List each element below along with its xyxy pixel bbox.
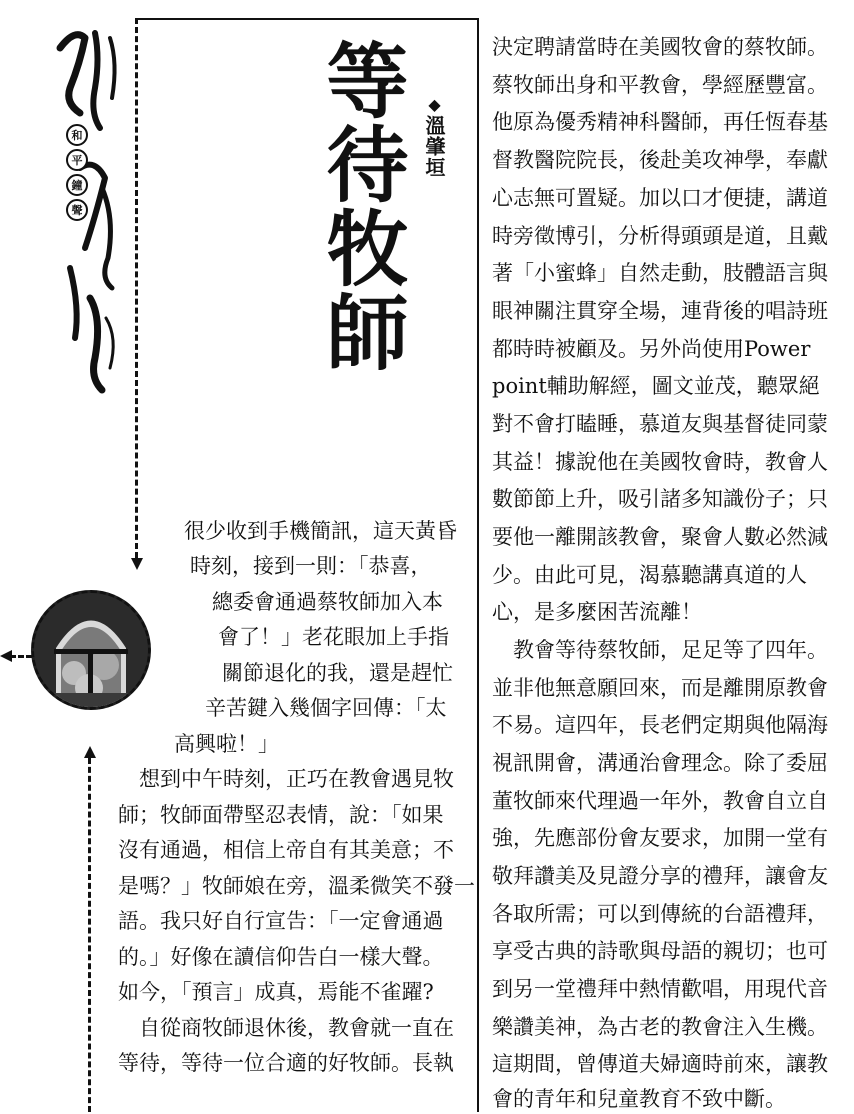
text-line: 強，先應部份會友要求，加開一堂有 bbox=[492, 826, 828, 850]
dashed-guide-left bbox=[10, 655, 32, 658]
seal-char: 鐘 bbox=[66, 174, 88, 196]
text-line: 對不會打瞌睡，慕道友與基督徒同蒙 bbox=[492, 412, 828, 436]
text-line: 樂讚美神，為古老的教會注入生機。 bbox=[492, 1015, 828, 1039]
text-line: 語。我只好自行宣告：「一定會通過 bbox=[118, 909, 444, 933]
text-line: 數節節上升，吸引諸多知識份子；只 bbox=[492, 487, 828, 511]
text-line: 時旁徵博引，分析得頭頭是道，且戴 bbox=[492, 224, 828, 248]
arrow-up-icon bbox=[84, 746, 96, 758]
seal-char: 聲 bbox=[66, 199, 88, 221]
text-line: 等待，等待一位合適的好牧師。長執 bbox=[118, 1051, 454, 1075]
text-line: 享受古典的詩歌與母語的親切；也可 bbox=[492, 939, 828, 963]
text-line: 沒有通過，相信上帝自有其美意；不 bbox=[118, 838, 454, 862]
text-line: 會的青年和兒童教育不致中斷。 bbox=[492, 1087, 786, 1111]
text-line: 會了！」老花眼加上手指 bbox=[218, 625, 449, 649]
text-line: 著「小蜜蜂」自然走動，肢體語言與 bbox=[492, 261, 828, 285]
text-line: 決定聘請當時在美國牧會的蔡牧師。 bbox=[492, 35, 828, 59]
text-line: 少。由此可見，渴慕聽講真道的人 bbox=[492, 563, 807, 587]
seal-char: 平 bbox=[66, 149, 88, 171]
article-title: 等待牧師 bbox=[313, 38, 408, 374]
text-line: 關節退化的我，還是趕忙 bbox=[222, 661, 453, 685]
text-line: 敬拜讚美及見證分享的禮拜，讓會友 bbox=[492, 864, 828, 888]
text-line: 視訊開會，溝通治會理念。除了委屈 bbox=[492, 751, 828, 775]
dashed-guide-top bbox=[135, 18, 138, 558]
text-line: 都時時被顧及。另外尚使用Power bbox=[492, 337, 811, 361]
top-rule bbox=[137, 18, 477, 20]
text-line: 想到中午時刻，正巧在教會遇見牧 bbox=[118, 767, 454, 791]
text-line: 督教醫院院長，後赴美攻神學，奉獻 bbox=[492, 148, 828, 172]
text-line: 眼神關注貫穿全場，連背後的唱詩班 bbox=[492, 299, 828, 323]
dashed-guide-bottom bbox=[88, 758, 91, 1112]
text-line: 要他一離開該教會，聚會人數必然減 bbox=[492, 525, 828, 549]
arrow-down-icon bbox=[131, 558, 143, 570]
text-line: 心志無可置疑。加以口才便捷，講道 bbox=[492, 186, 828, 210]
text-line: 董牧師來代理過一年外，教會自立自 bbox=[492, 789, 828, 813]
text-line: 高興啦！」 bbox=[174, 732, 279, 756]
text-line: 心，是多麼困苦流離！ bbox=[492, 600, 702, 624]
text-line: 不易。這四年，長老們定期與他隔海 bbox=[492, 713, 828, 737]
text-line: 時刻，接到一則：「恭喜， bbox=[190, 554, 432, 578]
church-window-image bbox=[34, 593, 148, 707]
arrow-left-icon bbox=[0, 650, 12, 662]
text-line: 辛苦鍵入幾個字回傳：「太 bbox=[205, 696, 447, 720]
text-line: 師；牧師面帶堅忍表情，說：「如果 bbox=[118, 803, 444, 827]
text-line: 是嗎？」牧師娘在旁，溫柔微笑不發一 bbox=[118, 874, 475, 898]
text-line: 教會等待蔡牧師，足足等了四年。 bbox=[492, 638, 828, 662]
church-window-photo bbox=[31, 590, 151, 710]
text-line: 並非他無意願回來，而是離開原教會 bbox=[492, 676, 828, 700]
text-line: 其益！據說他在美國牧會時，教會人 bbox=[492, 450, 828, 474]
text-line: 這期間，曾傳道夫婦適時前來，讓教 bbox=[492, 1052, 828, 1076]
text-line: 自從商牧師退休後，教會就一直在 bbox=[118, 1016, 454, 1040]
author-byline bbox=[420, 95, 448, 178]
seal-char: 和 bbox=[66, 124, 88, 146]
text-line: 的。」好像在讀信仰告白一樣大聲。 bbox=[118, 945, 444, 969]
column-divider bbox=[477, 18, 479, 1112]
text-line: 到另一堂禮拜中熱情歡唱，用現代音 bbox=[492, 977, 828, 1001]
text-line: 如今，「預言」成真，焉能不雀躍? bbox=[118, 980, 434, 1004]
text-line: 很少收到手機簡訊，這天黃昏 bbox=[184, 519, 457, 543]
text-line: point輔助解經，圖文並茂，聽眾絕 bbox=[492, 374, 820, 398]
text-line: 總委會通過蔡牧師加入本 bbox=[212, 590, 443, 614]
column-seal-stack bbox=[66, 124, 88, 221]
text-line: 他原為優秀精神科醫師，再任恆春基 bbox=[492, 110, 828, 134]
author-name: 溫肇垣 bbox=[422, 115, 446, 178]
diamond-icon: ◆ bbox=[425, 95, 444, 115]
text-line: 蔡牧師出身和平教會，學經歷豐富。 bbox=[492, 73, 828, 97]
text-line: 各取所需；可以到傳統的台語禮拜， bbox=[492, 902, 828, 926]
